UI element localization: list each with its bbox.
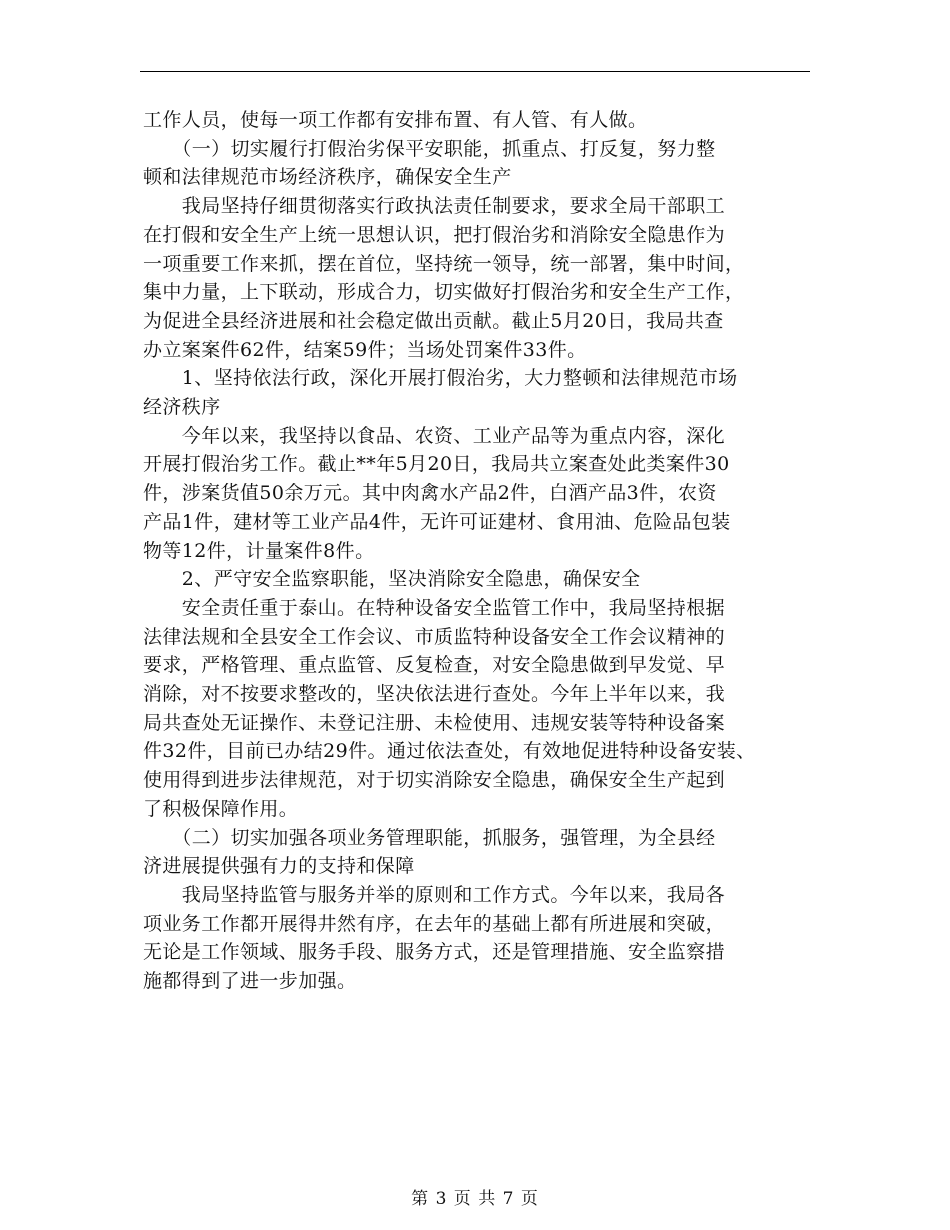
subsection-heading-line: 2、严守安全监察职能，坚决消除安全隐患，确保安全 <box>143 568 641 591</box>
text-line: 集中力量，上下联动，形成合力，切实做好打假治劣和安全生产工作， <box>143 281 745 304</box>
text-line: 法律法规和全县安全工作会议、市质监特种设备安全工作会议精神的 <box>143 625 726 648</box>
text-line: 无论是工作领域、服务手段、服务方式，还是管理措施、安全监察措 <box>143 941 726 964</box>
text-line: 项业务工作都开展得井然有序，在去年的基础上都有所进展和突破， <box>143 912 726 935</box>
text-line: 施都得到了进一步加强。 <box>143 970 357 993</box>
text-line: 我局坚持仔细贯彻落实行政执法责任制要求，要求全局干部职工 <box>143 195 726 218</box>
section-heading-line: 济进展提供强有力的支持和保障 <box>143 855 415 878</box>
header-rule <box>140 71 810 72</box>
subsection-heading-line: 1、坚持依法行政，深化开展打假治劣，大力整顿和法律规范市场 <box>143 367 738 390</box>
text-line: 开展打假治劣工作。截止**年5月20日，我局共立案查处此类案件30 <box>143 453 730 476</box>
text-line: 在打假和安全生产上统一思想认识，把打假治劣和消除安全隐患作为 <box>143 223 726 246</box>
document-body <box>143 106 823 996</box>
text-line: 安全责任重于泰山。在特种设备安全监管工作中，我局坚持根据 <box>143 596 726 619</box>
text-line: 消除，对不按要求整改的，坚决依法进行查处。今年上半年以来，我 <box>143 683 726 706</box>
section-heading-line: （二）切实加强各项业务管理职能，抓服务，强管理，为全县经 <box>143 826 716 849</box>
text-line: 局共查处无证操作、未登记注册、未检使用、违规安装等特种设备案 <box>143 711 726 734</box>
text-line: 产品1件，建材等工业产品4件，无许可证建材、食用油、危险品包装 <box>143 510 731 533</box>
text-line: 一项重要工作来抓，摆在首位，坚持统一领导，统一部署，集中时间， <box>143 252 745 275</box>
text-line: 件，涉案货值50余万元。其中肉禽水产品2件，白酒产品3件，农资 <box>143 482 717 505</box>
text-line: 今年以来，我坚持以食品、农资、工业产品等为重点内容，深化 <box>143 424 726 447</box>
text-line: 了积极保障作用。 <box>143 797 299 820</box>
page-number: 第 3 页 共 7 页 <box>411 1189 539 1209</box>
text-line: 件32件，目前已办结29件。通过依法查处，有效地促进特种设备安装、 <box>143 740 756 763</box>
text-line: 为促进全县经济进展和社会稳定做出贡献。截止5月20日，我局共查 <box>143 309 724 332</box>
text-line: 使用得到进步法律规范，对于切实消除安全隐患，确保安全生产起到 <box>143 769 726 792</box>
text-line: 我局坚持监管与服务并举的原则和工作方式。今年以来，我局各 <box>143 883 726 906</box>
text-line: 工作人员，使每一项工作都有安排布置、有人管、有人做。 <box>143 109 648 131</box>
section-heading-line: （一）切实履行打假治劣保平安职能，抓重点、打反复，努力整 <box>143 137 716 160</box>
section-heading-line: 顿和法律规范市场经济秩序，确保安全生产 <box>143 166 512 189</box>
text-line: 办立案案件62件，结案59件；当场处罚案件33件。 <box>143 338 587 361</box>
text-line: 物等12件，计量案件8件。 <box>143 539 375 562</box>
text-line: 要求，严格管理、重点监管、反复检查，对安全隐患做到早发觉、早 <box>143 654 726 677</box>
subsection-heading-line: 经济秩序 <box>143 396 221 419</box>
